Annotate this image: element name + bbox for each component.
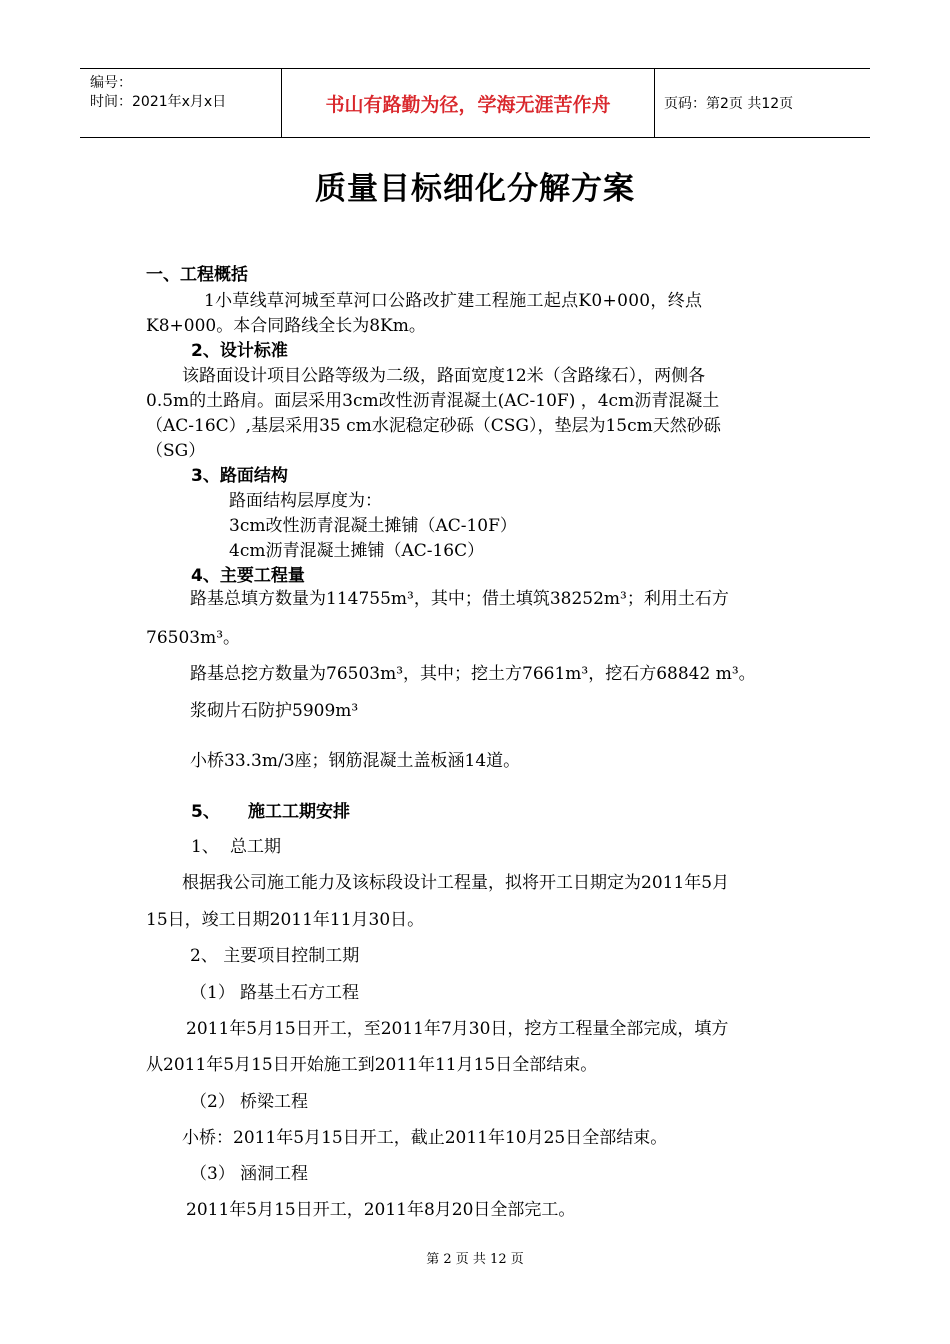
item-number: （2） [190, 1092, 235, 1112]
header-info-cell [80, 69, 282, 137]
paragraph-line: 3cm改性沥青混凝土摊铺（AC-10F） [229, 516, 517, 536]
item-heading: 桥梁工程 [240, 1092, 308, 1112]
subsection-number: 1、 [191, 837, 219, 857]
paragraph-line: 2011年5月15日开工，至2011年7月30日，挖方工程量全部完成，填方 [186, 1019, 729, 1039]
section-heading: 一、工程概括 [146, 265, 248, 285]
header-table [80, 68, 870, 138]
paragraph-line: 路基总填方数量为114755m³，其中；借土填筑38252m³；利用土石方 [190, 589, 729, 609]
paragraph-line: 15日，竣工日期2011年11月30日。 [146, 910, 425, 930]
section-heading: 4、主要工程量 [191, 566, 305, 586]
paragraph-line: 小桥33.3m/3座；钢筋混凝土盖板涵14道。 [190, 751, 521, 771]
section-heading: 3、路面结构 [191, 466, 288, 486]
page-title: 质量目标细化分解方案 [315, 171, 635, 207]
subsection-heading: 总工期 [230, 837, 281, 857]
paragraph-line: 根据我公司施工能力及该标段设计工程量，拟将开工日期定为2011年5月 [182, 873, 730, 893]
header-motto: 书山有路勤为径，学海无涯苦作舟 [325, 93, 611, 116]
paragraph-line: 小桥：2011年5月15日开工，截止2011年10月25日全部结束。 [182, 1128, 668, 1148]
paragraph-line: （AC-16C）,基层采用35 cm水泥稳定砂砾（CSG），垫层为15cm天然砂砾 [146, 416, 721, 436]
page-footer: 第 2 页 共 12 页 [426, 1252, 524, 1267]
paragraph-line: K8+000。本合同路线全长为8Km。 [146, 316, 426, 336]
paragraph-line: 路基总挖方数量为76503m³，其中；挖土方7661m³，挖石方68842 m³。 [190, 664, 756, 684]
paragraph-line: 2011年5月15日开工，2011年8月20日全部完工。 [186, 1200, 576, 1220]
item-heading: 涵洞工程 [240, 1164, 308, 1184]
paragraph-line: （SG） [146, 441, 206, 461]
paragraph-line: 1小草线草河城至草河口公路改扩建工程施工起点K0+000，终点 [204, 291, 703, 311]
section-number: 5、 [191, 802, 220, 822]
paragraph-line: 从2011年5月15日开始施工到2011年11月15日全部结束。 [146, 1055, 598, 1075]
item-number: （1） [190, 983, 235, 1003]
item-heading: 路基土石方工程 [240, 983, 359, 1003]
paragraph-line: 0.5m的土路肩。面层采用3cm改性沥青混凝土(AC-10F) ，4cm沥青混凝土 [146, 391, 720, 411]
paragraph-line: 4cm沥青混凝土摊铺（AC-16C） [229, 541, 485, 561]
number-label: 编号： [90, 75, 132, 91]
paragraph-line: 浆砌片石防护5909m³ [190, 701, 359, 721]
paragraph-line: 路面结构层厚度为： [229, 491, 382, 511]
subsection-heading: 2、 主要项目控制工期 [190, 946, 360, 966]
section-heading: 2、设计标准 [191, 341, 288, 361]
item-number: （3） [190, 1164, 235, 1184]
paragraph-line: 76503m³。 [146, 628, 241, 648]
paragraph-line: 该路面设计项目公路等级为二级，路面宽度12米（含路缘石），两侧各 [182, 366, 706, 386]
section-heading: 施工工期安排 [248, 802, 350, 822]
header-page-label: 页码：第2页 共12页 [664, 96, 794, 112]
time-label: 时间：2021年x月x日 [90, 94, 227, 110]
